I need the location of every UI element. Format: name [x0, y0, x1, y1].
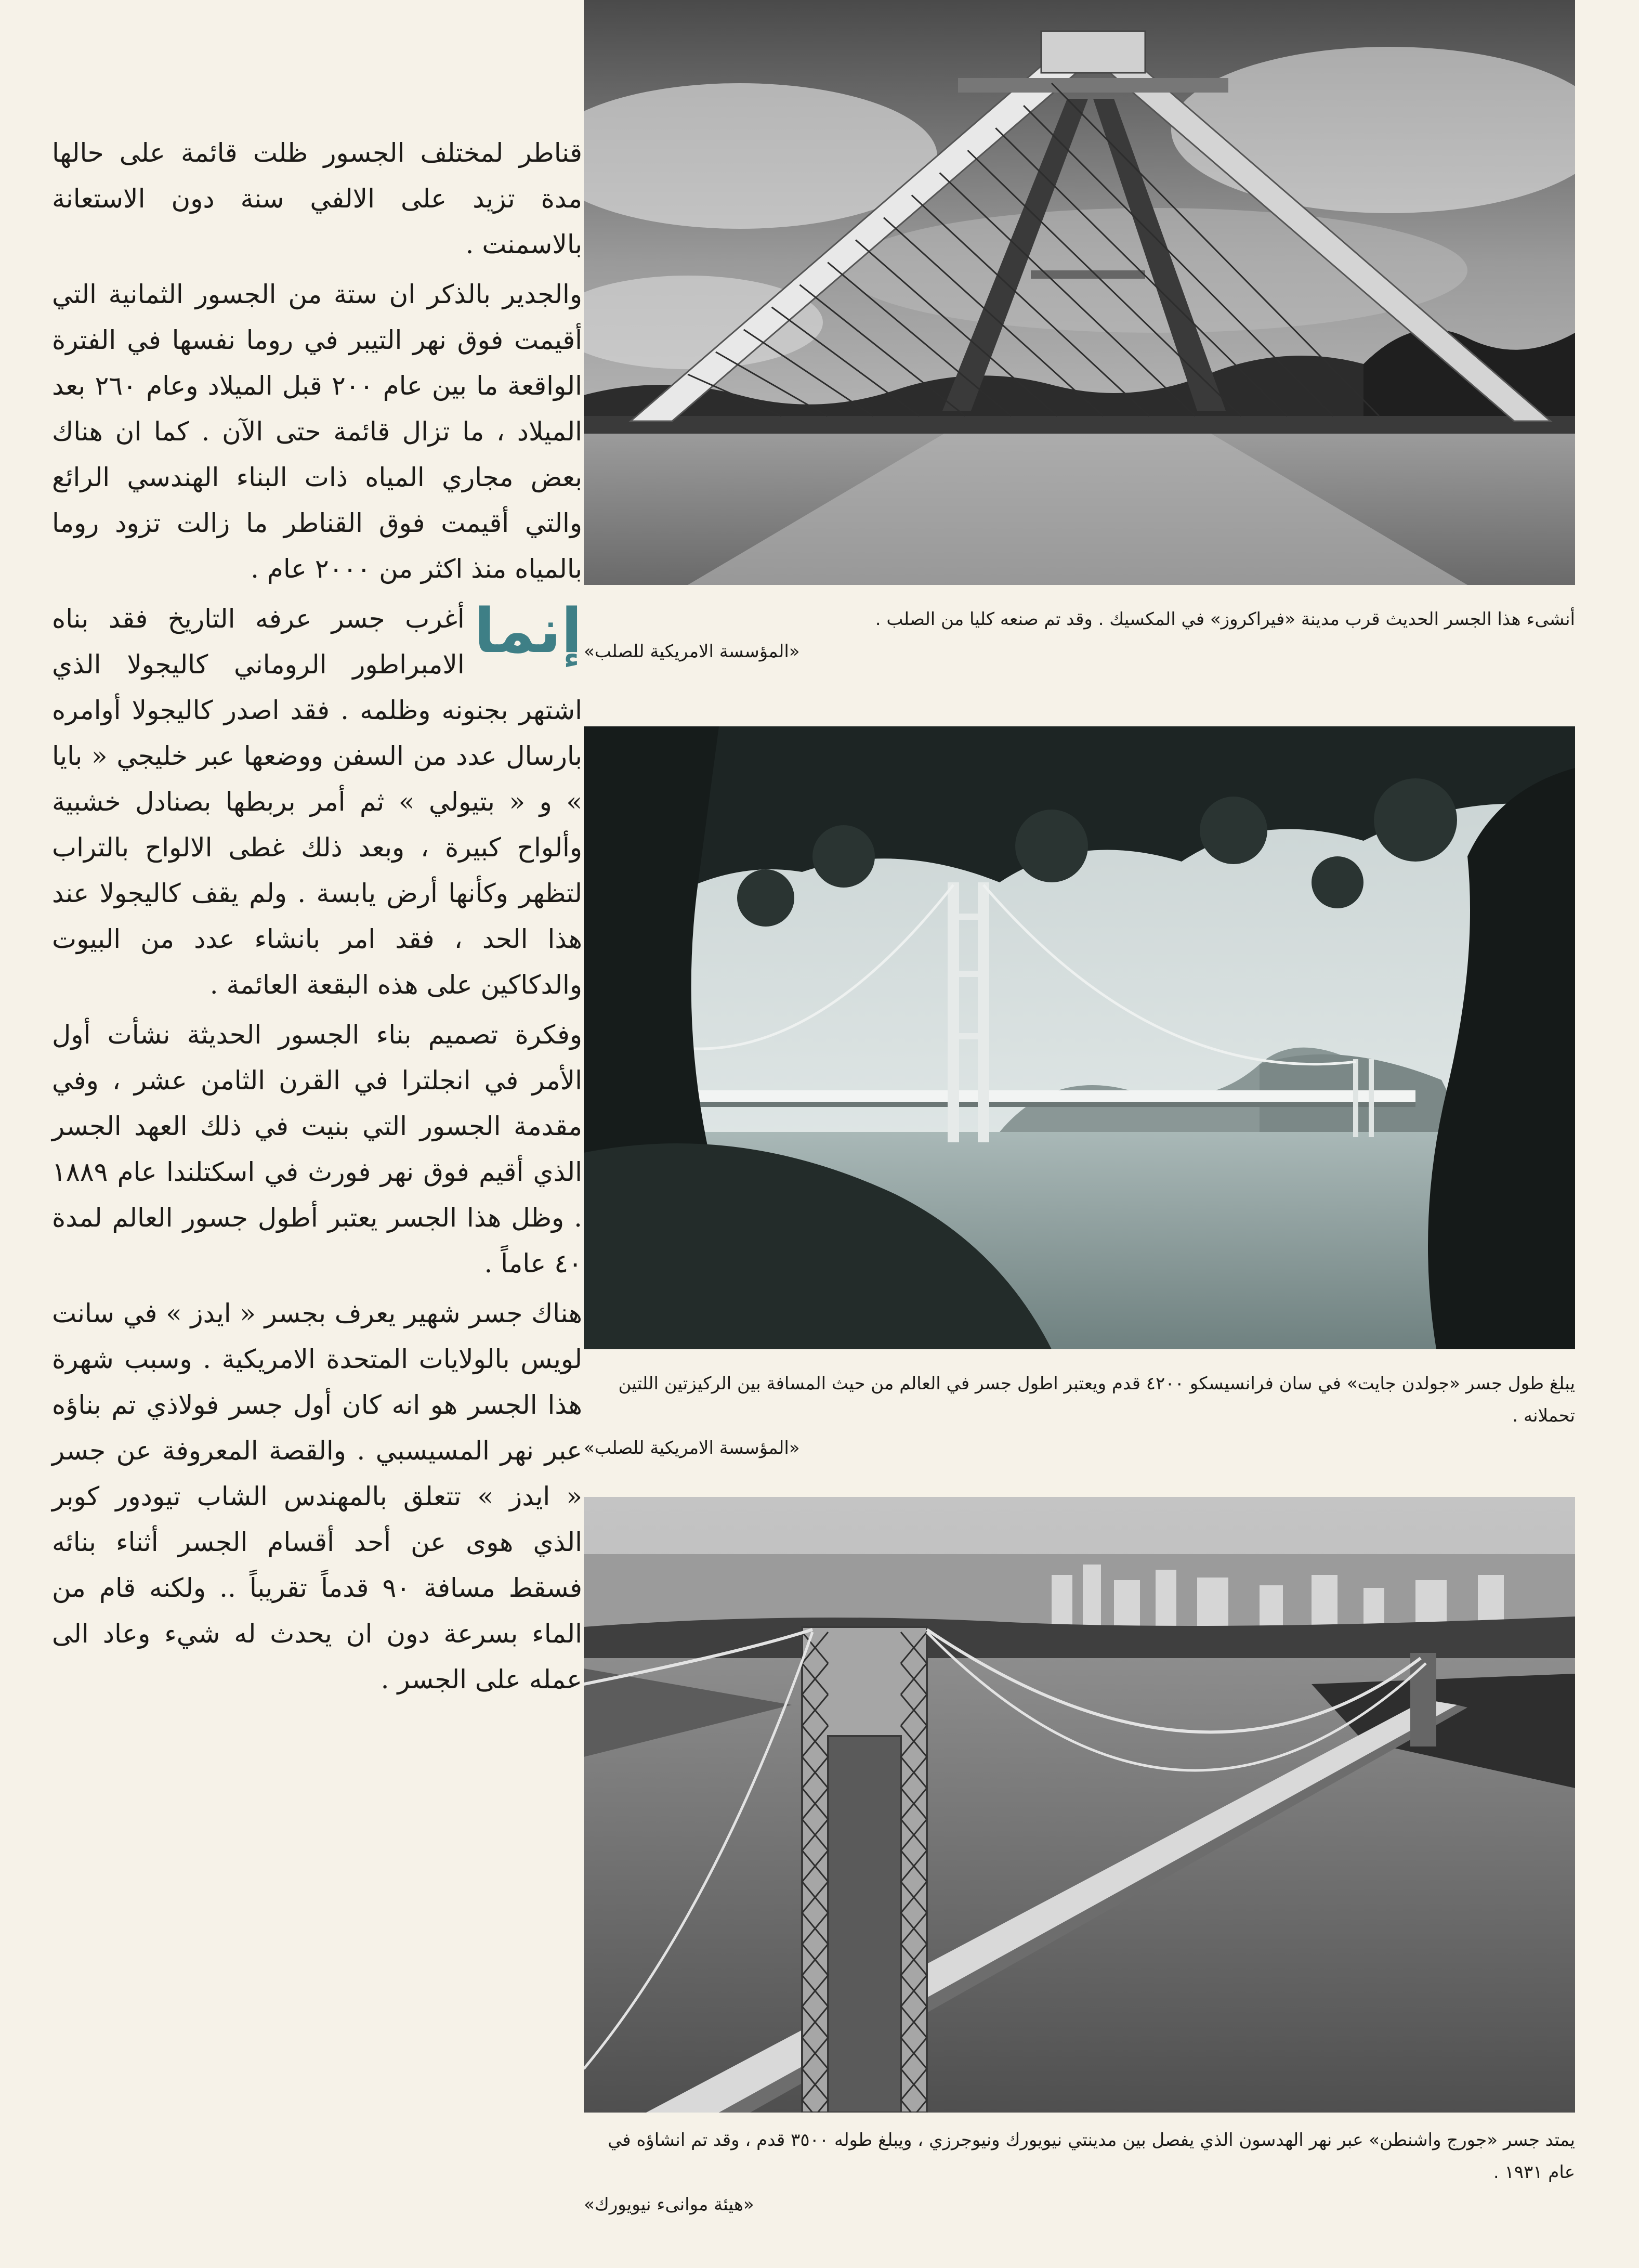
veracruz-bridge-photo — [584, 0, 1575, 585]
george-washington-bridge-photo — [584, 1497, 1575, 2113]
paragraph-3-text: أغرب جسر عرفه التاريخ فقد بناه الامبراطور الروماني كاليجولا الذي اشتهر بجنونه وظلمه . فقد اصدر كاليجولا أوامره بارسال عدد من السفن ووضعها عبر خليجي « بايا » و « بتيولي » ثم أمر بربطها بصنادل خشبية وألواح كبيرة ، وبعد ذلك غطى الالواح بالتراب لتظهر وكأنها أرض يابسة . ولم يقف كاليجولا عند هذا الحد ، فقد امر بانشاء عدد من البيوت والدكاكين على هذه البقعة العائمة . — [52, 604, 582, 1000]
george-washington-caption — [584, 2124, 1575, 2221]
golden-gate-credit: «المؤسسة الامريكية للصلب» — [584, 1438, 800, 1458]
paragraph-1: قناطر لمختلف الجسور ظلت قائمة على حالها مدة تزيد على الالفي سنة دون الاستعانة بالاسمنت . — [52, 138, 582, 259]
george-washington-caption-text: يمتد جسر «جورج واشنطن» عبر نهر الهدسون الذي يفصل بين مدينتي نيويورك ونيوجرزي ، ويبلغ طوله ٣٥٠٠ قدم ، وقد تم انشاؤه في عام ١٩٣١ . — [608, 2130, 1575, 2183]
veracruz-caption — [584, 603, 1575, 668]
paragraph-4: وفكرة تصميم بناء الجسور الحديثة نشأت أول الأمر في انجلترا في القرن الثامن عشر ، وفي مقدمة الجسور التي بنيت في ذلك العهد الجسر الذي أقيم فوق نهر فورث في اسكتلندا عام ١٨٨٩ . وظل هذا الجسر يعتبر أطول جسور العالم لمدة ٤٠ عاماً . — [52, 1020, 582, 1279]
article-text — [52, 130, 582, 1706]
george-washington-credit: «هيئة موانىء نيويورك» — [584, 2194, 754, 2215]
paragraph-5: هناك جسر شهير يعرف بجسر « ايدز » في سانت لويس بالولايات المتحدة الامريكية . وسبب شهرة هذا الجسر هو انه كان أول جسر فولاذي تم بناؤه عبر نهر المسيسبي . والقصة المعروفة عن جسر « ايدز » تتعلق بالمهندس الشاب تيودور كوبر الذي هوى عن أحد أقسام الجسر أثناء بنائه فسقط مسافة ٩٠ قدماً تقريباً .. ولكنه قام من الماء بسرعة دون ان يحدث له شيء وعاد الى عمله على الجسر . — [52, 1298, 582, 1695]
dropcap-ornament: إنما — [474, 595, 582, 667]
veracruz-credit: «المؤسسة الامريكية للصلب» — [584, 641, 800, 662]
paragraph-3 — [52, 596, 582, 1008]
golden-gate-photo — [584, 726, 1575, 1349]
golden-gate-caption — [584, 1367, 1575, 1464]
veracruz-caption-text: أنشىء هذا الجسر الحديث قرب مدينة «فيراكروز» في المكسيك . وقد تم صنعه كليا من الصلب . — [875, 609, 1575, 630]
paragraph-2: والجدير بالذكر ان ستة من الجسور الثمانية التي أقيمت فوق نهر التيبر في روما نفسها في الفترة الواقعة ما بين عام ٢٠٠ قبل الميلاد وعام ٢٦٠ بعد الميلاد ، ما تزال قائمة حتى الآن . كما ان هناك بعض مجاري المياه ذات البناء الهندسي الرائع والتي أقيمت فوق القناطر ما زالت تزود روما بالمياه منذ اكثر من ٢٠٠٠ عام . — [52, 279, 582, 584]
golden-gate-caption-text: يبلغ طول جسر «جولدن جايت» في سان فرانسيسكو ٤٢٠٠ قدم ويعتبر اطول جسر في العالم من حيث المسافة بين الركيزتين اللتين تحملانه . — [618, 1373, 1575, 1426]
